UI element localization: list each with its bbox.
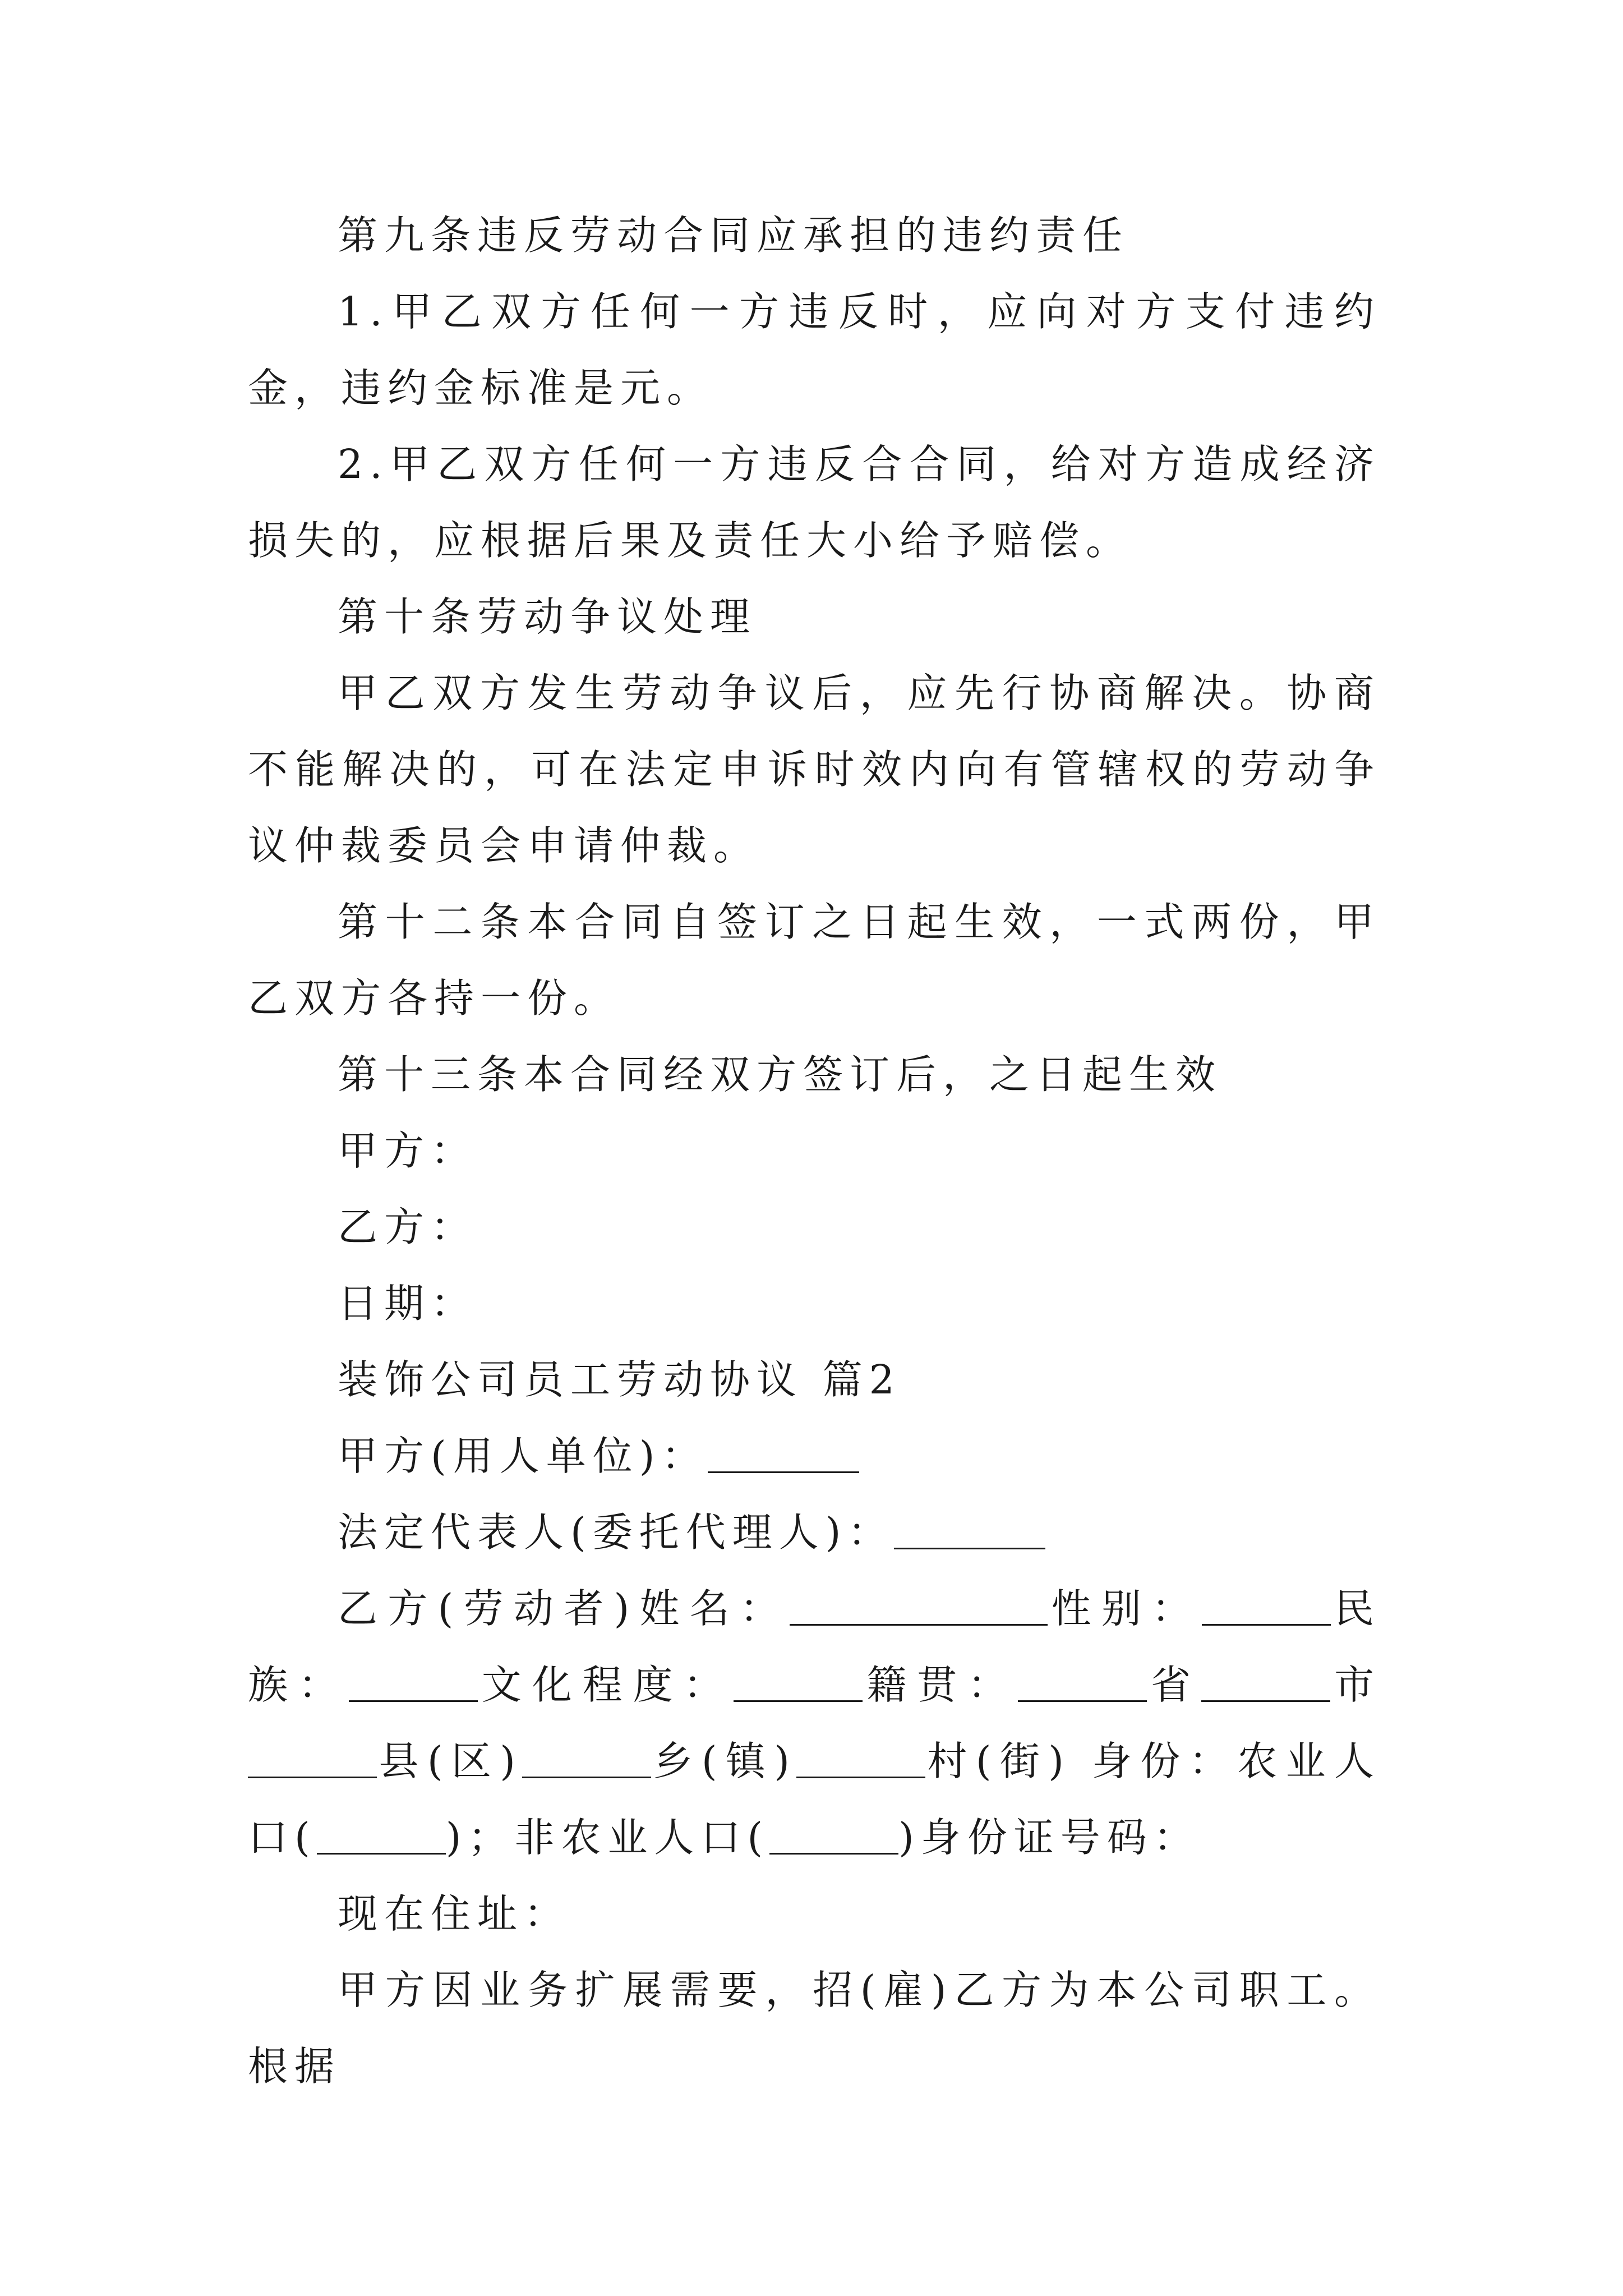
closing-paragraph: 甲方因业务扩展需要，招(雇)乙方为本公司职工。根据 (248, 1967, 1381, 2090)
legal-rep-label: 法定代表人(委托代理人)： (338, 1509, 895, 1556)
county-label: 县 (377, 1738, 427, 1784)
address-line: 现在住址： (338, 1890, 571, 1937)
employee-info-paragraph (248, 1571, 1381, 1876)
article-13: 第十三条本合同经双方签订后，之日起生效 (338, 1051, 1223, 1098)
employer-line (248, 1418, 1381, 1494)
city-blank (1201, 1667, 1330, 1702)
id-number-label: )身份证号码： (898, 1814, 1200, 1861)
party-a-signature: 甲方： (338, 1128, 478, 1174)
village-blank (796, 1743, 925, 1778)
employer-label: 甲方(用人单位)： (338, 1433, 708, 1479)
province-blank (1018, 1667, 1147, 1702)
gender-blank (1202, 1590, 1331, 1626)
article-10-body: 甲乙双方发生劳动争议后，应先行协商解决。协商不能解决的，可在法定申诉时效内向有管辖权的劳动争议仲裁委员会申请仲裁。 (248, 670, 1381, 869)
employee-name-label: 乙方(劳动者)姓名： (338, 1585, 790, 1632)
county-blank (248, 1743, 377, 1778)
article-9-item-2: 2.甲乙双方任何一方违反合合同，给对方造成经济损失的，应根据后果及责任大小给予赔偿。 (248, 441, 1381, 564)
signature-date: 日期： (338, 1280, 478, 1327)
legal-rep-blank (894, 1514, 1045, 1549)
article-12: 第十二条本合同自签订之日起生效，一式两份，甲乙双方各持一份。 (248, 899, 1381, 1022)
education-blank (734, 1667, 863, 1702)
city-label: 市 (1330, 1662, 1381, 1708)
education-label: 文化程度： (477, 1662, 734, 1708)
ethnicity-label: 民族： (248, 1585, 1381, 1708)
section-title: 装饰公司员工劳动协议 篇2 (338, 1356, 901, 1403)
article-9-heading: 第九条违反劳动合同应承担的违约责任 (338, 212, 1129, 259)
article-10-heading: 第十条劳动争议处理 (338, 593, 757, 640)
party-b-signature: 乙方： (338, 1204, 478, 1250)
township-label: 乡(镇) (651, 1738, 797, 1784)
district-label: (区) (427, 1738, 523, 1784)
native-place-label: 籍贯： (863, 1662, 1018, 1708)
gender-label: 性别： (1048, 1585, 1202, 1632)
legal-rep-line (248, 1494, 1381, 1571)
status-close: )； (445, 1814, 515, 1861)
non-agri-label: 非农业人口( (514, 1814, 770, 1861)
agri-status-blank (317, 1819, 446, 1855)
ethnicity-blank (349, 1667, 478, 1702)
non-agri-status-blank (769, 1819, 898, 1855)
province-label: 省 (1147, 1662, 1202, 1708)
employee-name-blank (790, 1590, 1048, 1626)
article-9-item-1: 1.甲乙双方任何一方违反时，应向对方支付违约金，违约金标准是元。 (248, 288, 1381, 411)
document-body (248, 197, 1381, 2105)
village-label: 村(街) (925, 1738, 1071, 1784)
status-label: 身份：农业人口( (248, 1738, 1381, 1861)
employer-blank (708, 1438, 859, 1473)
township-blank (522, 1743, 651, 1778)
